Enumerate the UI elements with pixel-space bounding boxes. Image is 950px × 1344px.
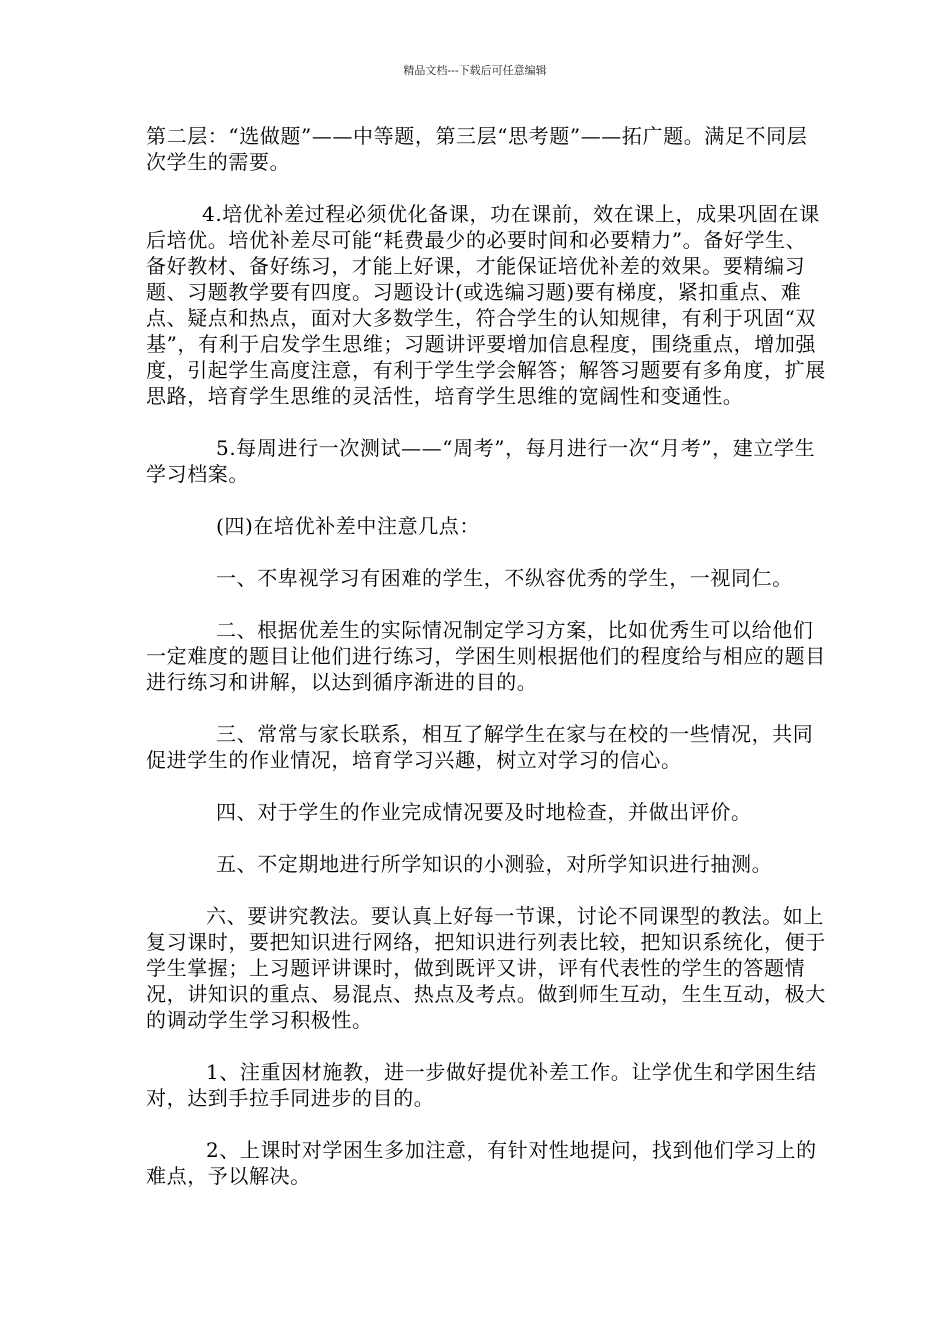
page-header: 精品文档---下载后可任意编辑 xyxy=(403,64,547,77)
paragraph-point-two: 二、根据优差生的实际情况制定学习方案，比如优秀生可以给他们一定难度的题目让他们进行练习，学困生则根据他们的程度给与相应的题目进行练习和讲解，以达到循序渐进的目的。 xyxy=(146,618,826,694)
section-heading-notes: (四)在培优补差中注意几点： xyxy=(216,514,481,538)
document-body xyxy=(146,123,826,1189)
paragraph-point-six: 六、要讲究教法。要认真上好每一节课，讨论不同课型的教法。如上复习课时，要把知识进行网络，把知识进行列表比较，把知识系统化，便于学生掌握；上习题评讲课时，做到既评又讲，评有代表性的学生的答题情况，讲知识的重点、易混点、热点及考点。做到师生互动，生生互动，极大的调动学生学习积极性。 xyxy=(146,904,826,1032)
paragraph-point-five: 五、不定期地进行所学知识的小测验，对所学知识进行抽测。 xyxy=(216,852,773,876)
paragraph-measure-two: 2、上课时对学困生多加注意，有针对性地提问，找到他们学习上的难点，予以解决。 xyxy=(146,1138,817,1188)
paragraph-measure-one: 1、注重因材施教，进一步做好提优补差工作。让学优生和学困生结对，达到手拉手同进步的目的。 xyxy=(146,1060,817,1110)
paragraph-weekly-tests: 5.每周进行一次测试——“周考”，每月进行一次“月考”，建立学生学习档案。 xyxy=(146,436,816,486)
paragraph-point-three: 三、常常与家长联系，相互了解学生在家与在校的一些情况，共同促进学生的作业情况，培育学习兴趣，树立对学习的信心。 xyxy=(146,722,814,772)
paragraph-lesson-prep: 4.培优补差过程必须优化备课，功在课前，效在课上，成果巩固在课后培优。培优补差尽可能“耗费最少的必要时间和必要精力”。备好学生、备好教材、备好练习，才能上好课，才能保证培优补差的效果。要精编习题、习题教学要有四度。习题设计(或选编习题)要有梯度，紧扣重点、难点、疑点和热点，面对大多数学生，符合学生的认知规律，有利于巩固“双基”，有利于启发学生思维；习题讲评要增加信息程度，围绕重点，增加强度，引起学生高度注意，有利于学生学会解答；解答习题要有多角度，扩展思路，培育学生思维的灵活性，培育学生思维的宽阔性和变通性。 xyxy=(146,202,826,408)
paragraph-point-four: 四、对于学生的作业完成情况要及时地检查，并做出评价。 xyxy=(216,800,752,824)
paragraph-layer-tasks: 第二层：“选做题”——中等题，第三层“思考题”——拓广题。满足不同层次学生的需要。 xyxy=(146,124,808,174)
paragraph-point-one: 一、不卑视学习有困难的学生，不纵容优秀的学生，一视同仁。 xyxy=(216,566,793,590)
